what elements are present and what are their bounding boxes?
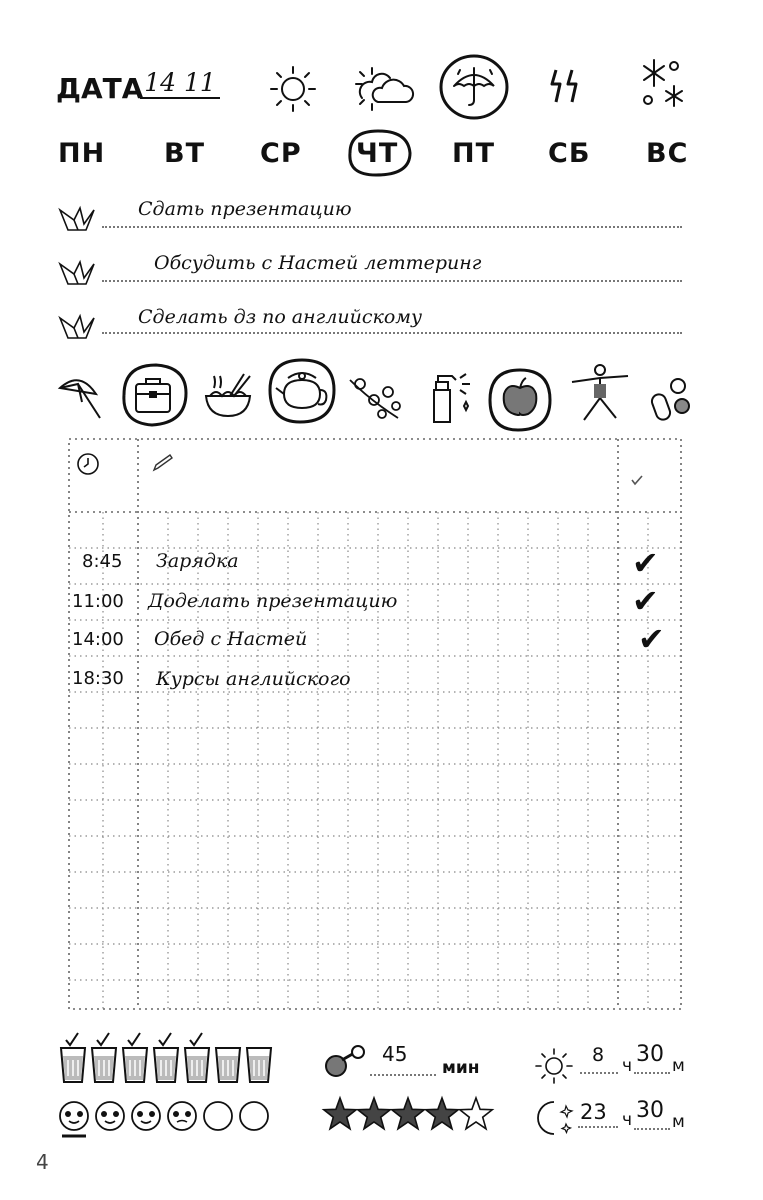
rating-star-icon[interactable] [458, 1096, 494, 1132]
schedule-grid [68, 438, 682, 1010]
schedule-time[interactable]: 14:00 [72, 629, 124, 650]
spray-bottle-icon[interactable] [424, 366, 474, 426]
night-sleep-hours[interactable]: 23 [580, 1100, 607, 1124]
noodles-bowl-icon[interactable] [200, 368, 256, 424]
rating-star-icon[interactable] [424, 1096, 460, 1132]
exercise-unit: мин [442, 1058, 480, 1078]
night-hours-line [578, 1126, 618, 1128]
selected-mood-underline-icon [62, 1134, 86, 1138]
exercise-line [370, 1074, 436, 1076]
day-mon[interactable]: ПН [58, 138, 106, 169]
check-icon [630, 474, 644, 486]
parasol-icon[interactable] [56, 372, 102, 420]
sun-icon[interactable] [265, 63, 321, 115]
stars-tracker [322, 1096, 502, 1136]
sun-small-icon [532, 1046, 576, 1086]
schedule-text[interactable]: Зарядка [156, 550, 239, 572]
moon-stars-icon [534, 1098, 580, 1138]
pencil-icon [152, 454, 176, 474]
task-text[interactable]: Сделать дз по английскому [138, 306, 423, 328]
teapot-icon[interactable] [264, 354, 338, 428]
umbrella-rain-icon[interactable] [438, 52, 510, 122]
night-sleep-minutes[interactable]: 30 [636, 1098, 664, 1123]
dumbbell-icon [322, 1044, 370, 1080]
day-hours-line [580, 1072, 618, 1074]
clock-icon [76, 452, 100, 476]
night-minute-unit: м [672, 1112, 685, 1132]
exercise-value[interactable]: 45 [382, 1042, 408, 1066]
schedule-text[interactable]: Курсы английского [156, 668, 351, 690]
schedule-done-check[interactable]: ✔ [638, 620, 665, 658]
day-hour-unit: ч [622, 1056, 633, 1076]
blossom-branch-icon[interactable] [346, 370, 404, 424]
water-glass-icon[interactable] [213, 1030, 243, 1086]
thunderstorm-icon[interactable] [548, 66, 584, 110]
water-glass-icon[interactable] [120, 1030, 150, 1086]
schedule-text[interactable]: Доделать презентацию [148, 590, 398, 612]
rating-star-icon[interactable] [390, 1096, 426, 1132]
schedule-time[interactable]: 8:45 [82, 551, 123, 572]
day-sleep-hours[interactable]: 8 [592, 1044, 605, 1066]
water-glass-icon[interactable] [151, 1030, 181, 1086]
empty-circle-icon[interactable] [202, 1100, 234, 1132]
schedule-done-check[interactable]: ✔ [632, 544, 659, 582]
task-text[interactable]: Сдать презентацию [138, 198, 352, 220]
water-glass-icon[interactable] [244, 1030, 274, 1086]
day-thu[interactable]: ЧТ [356, 138, 399, 169]
schedule-time[interactable]: 11:00 [72, 591, 124, 612]
day-wed[interactable]: СР [260, 138, 302, 169]
day-tue[interactable]: ВТ [164, 138, 205, 169]
page-number: 4 [36, 1150, 49, 1174]
mood-face-icon[interactable] [166, 1100, 198, 1132]
water-glass-icon[interactable] [58, 1030, 88, 1086]
task-line [102, 332, 682, 334]
day-sat[interactable]: СБ [548, 138, 591, 169]
day-sun[interactable]: ВС [646, 138, 689, 169]
snow-icon[interactable] [638, 56, 686, 112]
rating-star-icon[interactable] [356, 1096, 392, 1132]
mood-face-icon[interactable] [58, 1100, 90, 1132]
day-minute-unit: м [672, 1056, 685, 1076]
mood-face-icon[interactable] [130, 1100, 162, 1132]
apple-icon[interactable] [484, 364, 554, 434]
empty-circle-icon[interactable] [238, 1100, 270, 1132]
day-minutes-line [634, 1072, 670, 1074]
partly-cloudy-icon[interactable] [352, 62, 416, 116]
schedule-time[interactable]: 18:30 [72, 668, 124, 689]
rating-star-icon[interactable] [322, 1096, 358, 1132]
task-text[interactable]: Обсудить с Настей леттеринг [154, 252, 482, 274]
task-line [102, 280, 682, 282]
water-glass-icon[interactable] [182, 1030, 212, 1086]
paper-crane-icon [58, 204, 96, 234]
water-glass-icon[interactable] [89, 1030, 119, 1086]
mood-face-icon[interactable] [94, 1100, 126, 1132]
yoga-person-icon[interactable] [568, 360, 630, 424]
briefcase-icon[interactable] [116, 360, 190, 430]
water-tracker [58, 1030, 284, 1086]
day-sleep-minutes[interactable]: 30 [636, 1042, 664, 1067]
mood-tracker [58, 1098, 278, 1138]
day-fri[interactable]: ПТ [452, 138, 496, 169]
night-hour-unit: ч [622, 1110, 633, 1130]
schedule-text[interactable]: Обед с Настей [154, 628, 308, 650]
schedule-done-check[interactable]: ✔ [632, 582, 659, 620]
date-label: ДАТА [56, 72, 144, 105]
date-value[interactable]: 14 11 [140, 68, 220, 99]
task-line [102, 226, 682, 228]
pills-icon[interactable] [648, 372, 694, 422]
paper-crane-icon [58, 312, 96, 342]
paper-crane-icon [58, 258, 96, 288]
night-minutes-line [634, 1128, 670, 1130]
